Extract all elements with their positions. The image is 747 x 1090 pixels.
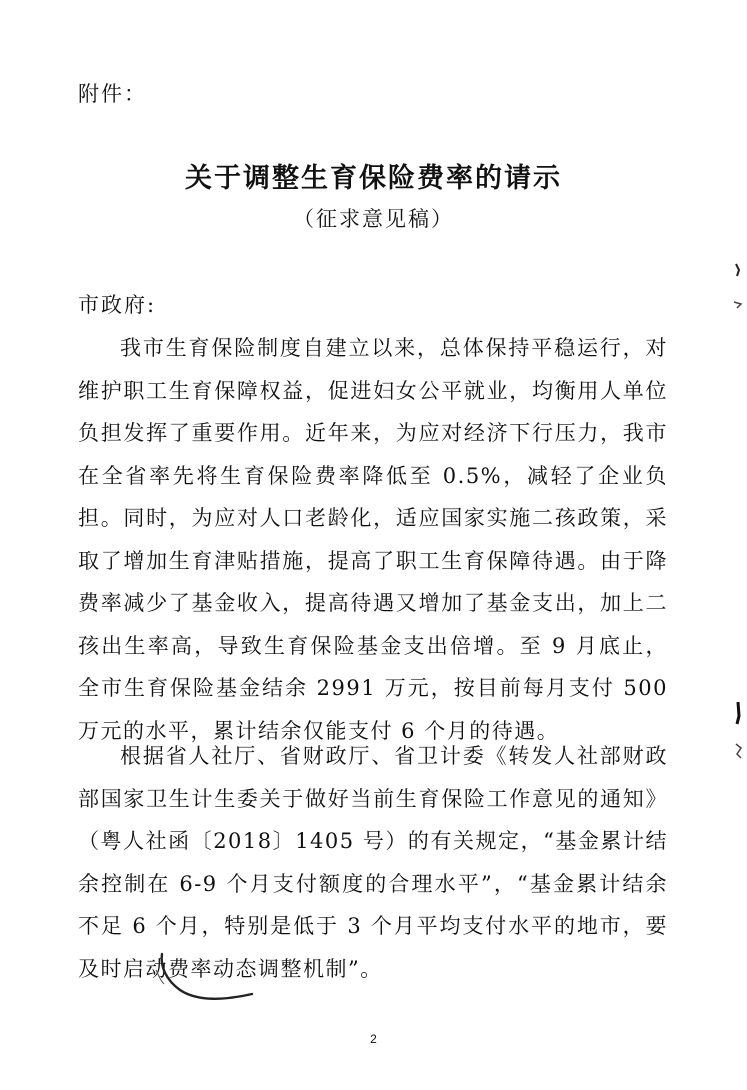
document-title: 关于调整生育保险费率的请示	[185, 163, 562, 194]
body-paragraph-2: 根据省人社厅、省财政厅、省卫计委《转发人社部财政部国家卫生计生委关于做好当前生育保险工作意见的通知》（粤人社函〔2018〕1405 号）的有关规定，“基金累计结余控制在 6-9 个月支付额度的合理水平”，“基金累计结余不足 6 个月，特别是低于 3 个月平均支付水平的地市，要及时启动费率动态调整机制”。	[78, 744, 668, 981]
body-paragraph-1: 我市生育保险制度自建立以来，总体保持平稳运行，对维护职工生育保障权益，促进妇女公平就业，均衡用人单位负担发挥了重要作用。近年来，为应对经济下行压力，我市在全省率先将生育保险费率降低至 0.5%，减轻了企业负担。同时，为应对人口老龄化，适应国家实施二孩政策，采取了增加生育津贴措施，提高了职工生育保障待遇。由于降费率减少了基金收入，提高待遇又增加了基金支出，加上二孩出生率高，导致生育保险基金支出倍增。至 9 月底止，全市生育保险基金结余 2991 万元，按目前每月支付 500 万元的水平，累计结余仅能支付 6 个月的待遇。	[78, 336, 668, 743]
scan-mark-icon	[733, 700, 745, 770]
pen-stroke-icon	[140, 950, 260, 1010]
attachment-label: 附件：	[78, 82, 147, 106]
page-number: 2	[370, 1032, 377, 1046]
document-subtitle: （征求意见稿）	[293, 207, 454, 231]
salutation: 市政府:	[78, 293, 157, 317]
scan-mark-icon	[732, 262, 744, 312]
